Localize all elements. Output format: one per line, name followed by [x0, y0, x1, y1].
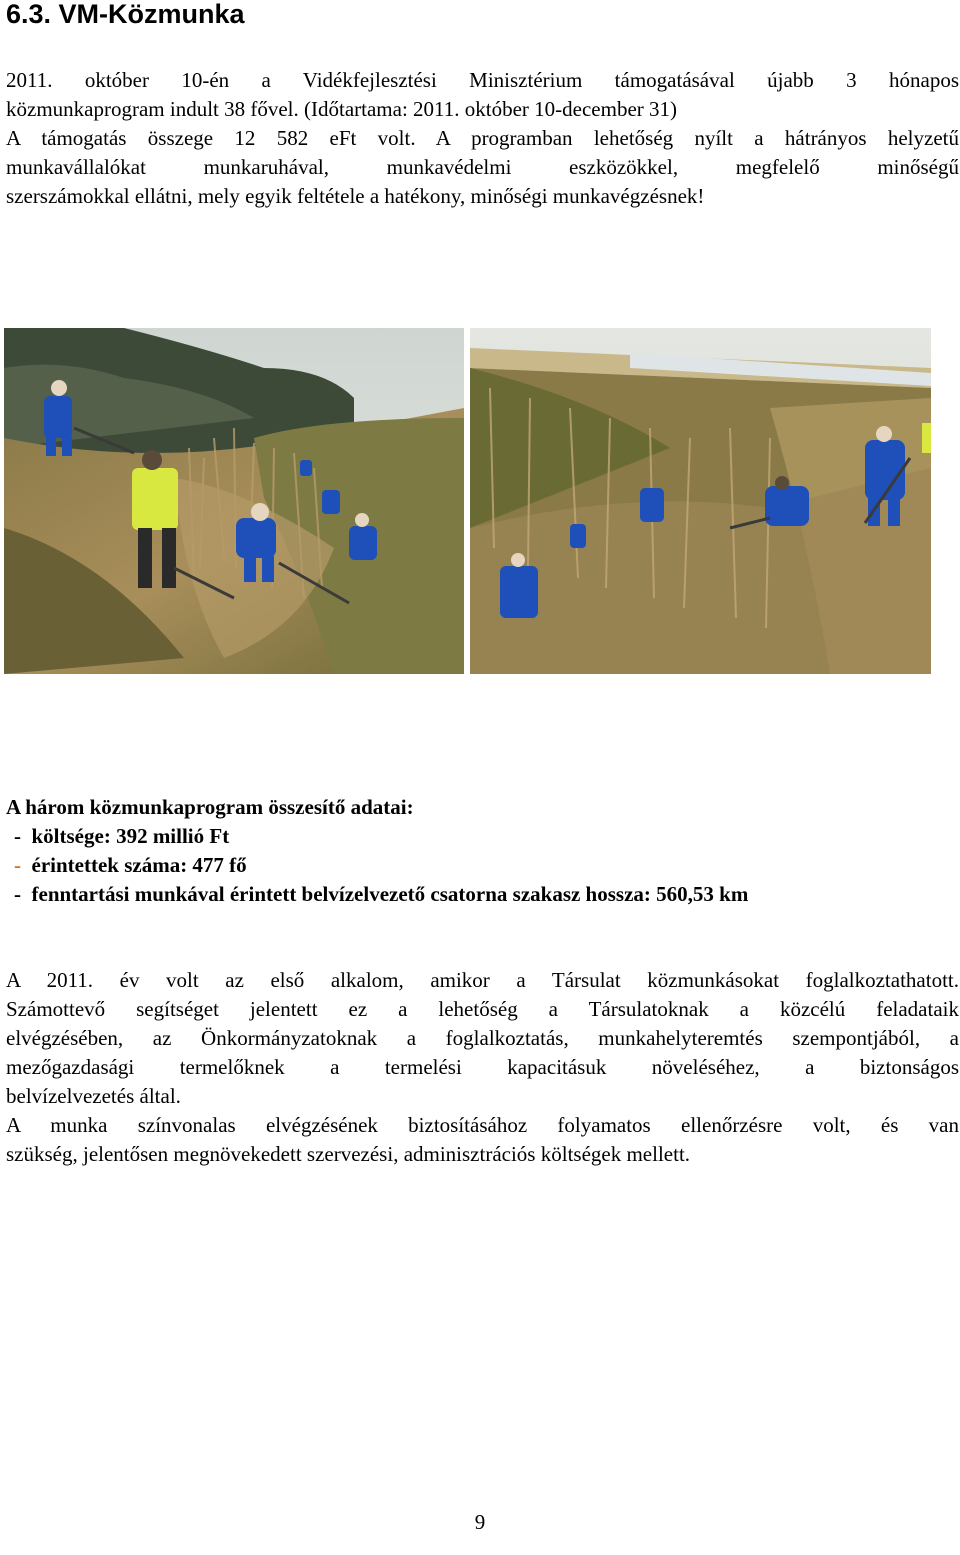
summary-dash: -: [14, 824, 21, 848]
intro-line-1: 2011. október 10-én a Vidékfejlesztési Minisztérium támogatásával újabb 3 hónapos: [6, 68, 959, 92]
closing-p2-line-2: szükség, jelentősen megnövekedett szervezési, adminisztrációs költségek mellett.: [6, 1142, 691, 1166]
summary-dash: -: [14, 882, 21, 906]
closing-p1-line-3: elvégzésében, az Önkormányzatoknak a foglalkoztatás, munkahelyteremtés szempontjából, a: [6, 1026, 959, 1050]
summary-item-text: költsége: 392 millió Ft: [31, 824, 230, 848]
section-heading: 6.3. VM-Közmunka: [6, 0, 245, 29]
closing-p2-line-1: A munka színvonalas elvégzésének biztosításához folyamatos ellenőrzésre volt, és van: [6, 1113, 959, 1137]
page-number: 9: [474, 1510, 486, 1534]
photo-workers-ditch-right: [470, 328, 931, 674]
intro-line-2: közmunkaprogram indult 38 fővel. (Időtartama: 2011. október 10-december 31): [6, 97, 678, 121]
photo-workers-ditch-left: [4, 328, 464, 674]
summary-item-cost: [14, 822, 960, 851]
summary-item-length: [14, 880, 960, 909]
closing-p1-line-1: A 2011. év volt az első alkalom, amikor a Társulat közmunkásokat foglalkoztathatott.: [6, 968, 959, 992]
closing-p1-line-2: Számottevő segítséget jelentett ez a lehetőség a Társulatoknak a közcélú feladataik: [6, 997, 959, 1021]
summary-item-text: fenntartási munkával érintett belvízelvezető csatorna szakasz hossza: 560,53 km: [31, 882, 749, 906]
intro-line-4: munkavállalókat munkaruhával, munkavédelmi eszközökkel, megfelelő minőségű: [6, 155, 959, 179]
summary-title: A három közmunkaprogram összesítő adatai:: [6, 795, 414, 819]
closing-p1-line-4: mezőgazdasági termelőknek a termelési kapacitásuk növeléséhez, a biztonságos: [6, 1055, 959, 1079]
closing-p1-line-5: belvízelvezetés által.: [6, 1084, 181, 1108]
summary-item-affected: [14, 851, 960, 880]
summary-dash: -: [14, 853, 21, 877]
intro-line-3: A támogatás összege 12 582 eFt volt. A programban lehetőség nyílt a hátrányos helyzetű: [6, 126, 959, 150]
summary-item-text: érintettek száma: 477 fő: [31, 853, 247, 877]
intro-line-5: szerszámokkal ellátni, mely egyik feltétele a hatékony, minőségi munkavégzésnek!: [6, 184, 705, 208]
